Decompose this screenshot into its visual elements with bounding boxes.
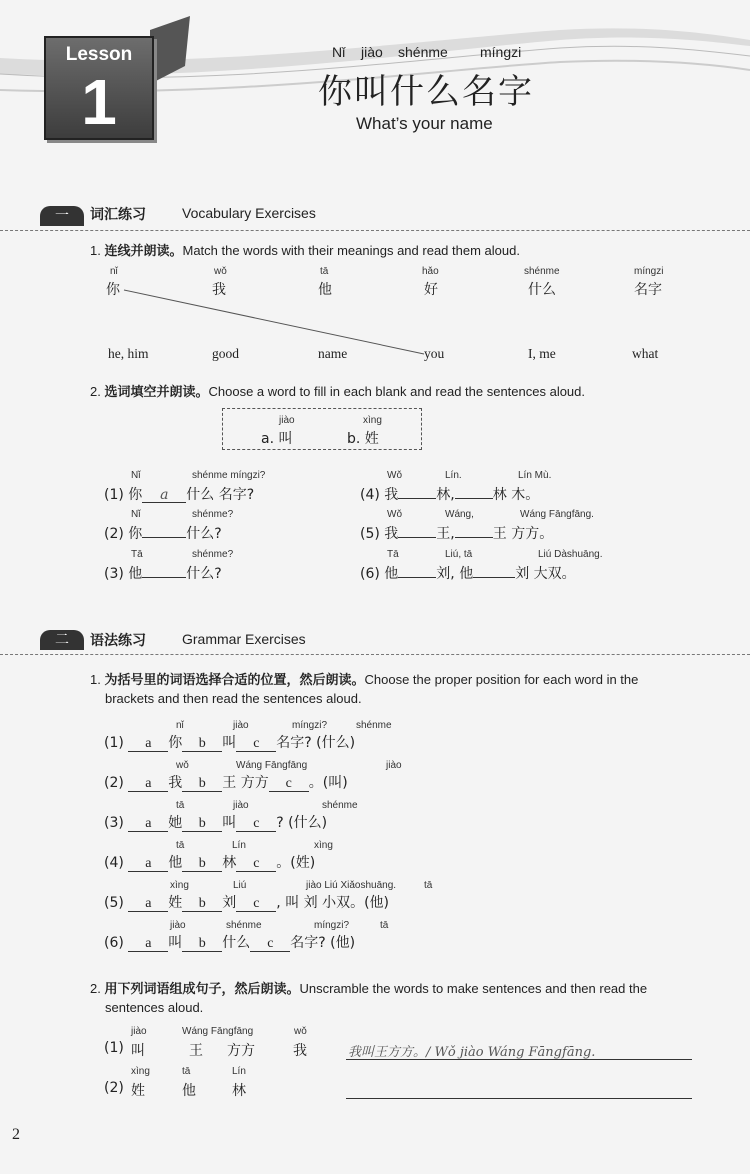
item-pinyin: tā bbox=[380, 920, 389, 931]
position-blank[interactable]: c bbox=[236, 817, 276, 832]
answer-handwriting: 我叫王方方。/ Wǒ jiào Wáng Fāngfāng. bbox=[348, 1045, 596, 1060]
item-pinyin: Liú bbox=[233, 880, 247, 891]
item-pinyin: shénme? bbox=[192, 549, 234, 560]
page-number: 2 bbox=[12, 1126, 20, 1143]
item-pinyin: Lín Mù. bbox=[518, 470, 552, 481]
item-pinyin: tā bbox=[424, 880, 433, 891]
item-pinyin: Liú Dàshuāng. bbox=[538, 549, 603, 560]
section-title-en: Vocabulary Exercises bbox=[182, 205, 316, 221]
position-blank[interactable]: a bbox=[128, 897, 168, 912]
title-pinyin-4: míngzi bbox=[480, 44, 522, 60]
position-blank[interactable]: b bbox=[182, 817, 222, 832]
item-pinyin: Liú, tā bbox=[445, 549, 473, 560]
word-hanzi: 好 bbox=[424, 282, 438, 298]
word-pinyin: tā bbox=[320, 266, 329, 277]
item-text: 名字? (他) bbox=[290, 935, 356, 951]
meaning-label: good bbox=[212, 346, 239, 361]
answer-blank[interactable] bbox=[455, 537, 493, 538]
item-pinyin: tā bbox=[176, 800, 185, 811]
position-blank[interactable]: a bbox=[128, 737, 168, 752]
item-pinyin: Wáng Fāngfāng. bbox=[520, 509, 594, 520]
item-pinyin: tā bbox=[182, 1066, 191, 1077]
item-text: 什么 bbox=[222, 935, 251, 951]
item-text: 他 bbox=[168, 855, 183, 871]
item-pinyin: shénme bbox=[226, 920, 262, 931]
item-pinyin: jiào bbox=[386, 760, 402, 771]
item-pinyin: Wáng Fāngfāng bbox=[182, 1026, 254, 1037]
fill-blank-item: (1) 你 a 什么 名字? bbox=[104, 487, 255, 503]
item-text: 。(叫) bbox=[308, 775, 348, 791]
item-pinyin: xìng bbox=[314, 840, 333, 851]
item-pinyin: jiào bbox=[170, 920, 186, 931]
answer-blank[interactable] bbox=[398, 498, 436, 499]
grammar-item bbox=[104, 892, 389, 912]
page-subtitle: What’s your name bbox=[356, 114, 493, 133]
section-divider bbox=[0, 654, 750, 655]
word-hanzi: 什么 bbox=[528, 282, 556, 298]
scramble-word: 王 bbox=[189, 1043, 203, 1059]
item-pinyin: shénme bbox=[322, 800, 358, 811]
fill-blank-item: (4) 我 林, 林 木。 bbox=[360, 487, 540, 503]
item-pinyin: xìng bbox=[131, 1066, 150, 1077]
grammar-item bbox=[104, 932, 355, 952]
item-pinyin: wǒ bbox=[294, 1026, 307, 1037]
item-number: (5) bbox=[104, 895, 124, 911]
scramble-word: 方方 bbox=[227, 1043, 255, 1059]
option-label: a. 叫 bbox=[261, 431, 293, 447]
item-text: 叫 bbox=[168, 935, 183, 951]
fill-blank-item: (2) 你 什么? bbox=[104, 526, 222, 542]
item-text: 我 bbox=[168, 775, 183, 791]
scramble-word: 他 bbox=[182, 1083, 196, 1099]
item-number: (3) bbox=[104, 815, 124, 831]
item-text: 王 方方 bbox=[222, 775, 269, 791]
answer-blank[interactable] bbox=[455, 498, 493, 499]
position-blank[interactable]: a bbox=[128, 937, 168, 952]
position-blank[interactable]: b bbox=[182, 777, 222, 792]
section-title-cn: 词汇练习 bbox=[90, 207, 146, 223]
item-pinyin: wǒ bbox=[176, 760, 189, 771]
word-pinyin: wǒ bbox=[214, 266, 227, 277]
item-text: 叫 bbox=[222, 735, 237, 751]
item-text: 林 bbox=[222, 855, 237, 871]
item-pinyin: tā bbox=[176, 840, 185, 851]
item-text: ? (什么) bbox=[276, 815, 328, 831]
item-number: (1) bbox=[104, 1040, 124, 1056]
option-pinyin: xìng bbox=[363, 415, 382, 426]
scramble-word: 叫 bbox=[131, 1043, 145, 1059]
word-bank-box bbox=[222, 408, 422, 450]
option-label: b. 姓 bbox=[347, 431, 379, 447]
item-text: , 叫 刘 小双。(他) bbox=[276, 895, 390, 911]
item-pinyin: Wǒ bbox=[387, 470, 402, 481]
position-blank[interactable]: c bbox=[236, 857, 276, 872]
exercise-instruction: 1. 连线并朗读。Match the words with their meanings and read them aloud. bbox=[90, 243, 520, 259]
answer-blank[interactable] bbox=[142, 577, 186, 578]
page-title: 你叫什么名字 bbox=[318, 72, 534, 112]
position-blank[interactable]: b bbox=[182, 937, 222, 952]
exercise-instruction-cont: sentences aloud. bbox=[105, 1000, 204, 1015]
item-pinyin: jiào bbox=[233, 800, 249, 811]
item-number: (4) bbox=[104, 855, 124, 871]
word-hanzi: 你 bbox=[106, 282, 120, 298]
item-pinyin: Lín. bbox=[445, 470, 462, 481]
item-pinyin: jiào bbox=[233, 720, 249, 731]
meaning-label: you bbox=[424, 346, 445, 361]
item-text: 名字? (什么) bbox=[276, 735, 356, 751]
answer-blank[interactable]: a bbox=[142, 488, 186, 503]
item-pinyin: shénme? bbox=[192, 509, 234, 520]
answer-blank[interactable] bbox=[398, 577, 436, 578]
scramble-word: 姓 bbox=[131, 1083, 145, 1099]
title-pinyin-1: Nǐ bbox=[332, 44, 346, 60]
exercise-instruction: 1. 为括号里的词语选择合适的位置，然后朗读。Choose the proper position for each word in the bbox=[90, 672, 639, 688]
scramble-word: 林 bbox=[232, 1083, 246, 1099]
item-text: 姓 bbox=[168, 895, 183, 911]
fill-blank-item: (3) 他 什么? bbox=[104, 566, 222, 582]
item-pinyin: jiào Liú Xiǎoshuāng. bbox=[306, 880, 397, 891]
item-pinyin: míngzi? bbox=[314, 920, 350, 931]
word-hanzi: 名字 bbox=[634, 282, 662, 298]
position-blank[interactable]: c bbox=[236, 897, 276, 912]
item-text: 。(姓) bbox=[276, 855, 316, 871]
position-blank[interactable]: c bbox=[250, 937, 290, 952]
word-pinyin: shénme bbox=[524, 266, 560, 277]
position-blank[interactable]: b bbox=[182, 857, 222, 872]
meaning-label: he, him bbox=[108, 346, 149, 361]
exercise-instruction: 2. 用下列词语组成句子，然后朗读。Unscramble the words to make sentences and then read the bbox=[90, 981, 648, 997]
word-pinyin: hǎo bbox=[422, 266, 439, 277]
meaning-label: I, me bbox=[528, 346, 556, 361]
answer-line[interactable] bbox=[346, 1098, 692, 1099]
section-title-cn: 语法练习 bbox=[90, 633, 146, 649]
item-pinyin: Tā bbox=[131, 549, 143, 560]
position-blank[interactable]: a bbox=[128, 817, 168, 832]
item-pinyin: Nǐ bbox=[131, 470, 141, 481]
grammar-item bbox=[104, 772, 348, 792]
item-pinyin: Tā bbox=[387, 549, 399, 560]
word-pinyin: nǐ bbox=[110, 266, 118, 277]
answer-blank[interactable] bbox=[142, 537, 186, 538]
answer-blank[interactable] bbox=[398, 537, 436, 538]
item-number: (2) bbox=[104, 1080, 124, 1096]
title-pinyin-2: jiào bbox=[361, 44, 383, 60]
option-pinyin: jiào bbox=[279, 415, 295, 426]
exercise-instruction: 2. 选词填空并朗读。Choose a word to fill in each blank and read the sentences aloud. bbox=[90, 384, 586, 400]
meaning-label: name bbox=[318, 346, 348, 361]
item-pinyin: míngzi? bbox=[292, 720, 328, 731]
position-blank[interactable]: c bbox=[269, 777, 309, 792]
title-pinyin-3: shénme bbox=[398, 44, 448, 60]
item-number: (1) bbox=[104, 735, 124, 751]
item-number: (6) bbox=[104, 935, 124, 951]
section-badge: 二 bbox=[40, 630, 84, 650]
fill-blank-item: (5) 我 王, 王 方方。 bbox=[360, 526, 554, 542]
item-pinyin: Lín bbox=[232, 1066, 246, 1077]
word-pinyin: míngzi bbox=[634, 266, 664, 277]
match-line bbox=[0, 0, 750, 400]
position-blank[interactable]: b bbox=[182, 737, 222, 752]
position-blank[interactable]: a bbox=[128, 857, 168, 872]
item-pinyin: nǐ bbox=[176, 720, 184, 731]
position-blank[interactable]: c bbox=[236, 737, 276, 752]
item-pinyin: shénme míngzi? bbox=[192, 470, 266, 481]
answer-line[interactable] bbox=[346, 1059, 692, 1060]
item-pinyin: xìng bbox=[170, 880, 189, 891]
exercise-instruction-cont: brackets and then read the sentences aloud. bbox=[105, 691, 362, 706]
item-pinyin: Lín bbox=[232, 840, 246, 851]
item-pinyin: shénme bbox=[356, 720, 392, 731]
section-title-en: Grammar Exercises bbox=[182, 631, 306, 647]
grammar-item bbox=[104, 852, 315, 872]
scramble-word: 我 bbox=[293, 1043, 307, 1059]
answer-blank[interactable] bbox=[473, 577, 515, 578]
item-pinyin: Wǒ bbox=[387, 509, 402, 520]
grammar-item bbox=[104, 732, 355, 752]
word-hanzi: 他 bbox=[318, 282, 332, 298]
item-text: 你 bbox=[168, 735, 183, 751]
item-pinyin: jiào bbox=[131, 1026, 147, 1037]
position-blank[interactable]: b bbox=[182, 897, 222, 912]
item-text: 她 bbox=[168, 815, 183, 831]
meaning-label: what bbox=[632, 346, 659, 361]
position-blank[interactable]: a bbox=[128, 777, 168, 792]
item-text: 刘 bbox=[222, 895, 237, 911]
item-number: (2) bbox=[104, 775, 124, 791]
lesson-number: 1 bbox=[81, 66, 117, 138]
grammar-item bbox=[104, 812, 327, 832]
item-pinyin: Wáng Fāngfāng bbox=[236, 760, 308, 771]
item-text: 叫 bbox=[222, 815, 237, 831]
section-badge: 一 bbox=[40, 206, 84, 226]
word-hanzi: 我 bbox=[212, 282, 226, 298]
item-pinyin: Wáng, bbox=[445, 509, 474, 520]
item-pinyin: Nǐ bbox=[131, 509, 141, 520]
lesson-label: Lesson bbox=[65, 44, 133, 65]
fill-blank-item: (6) 他 刘, 他 刘 大双。 bbox=[360, 566, 576, 582]
